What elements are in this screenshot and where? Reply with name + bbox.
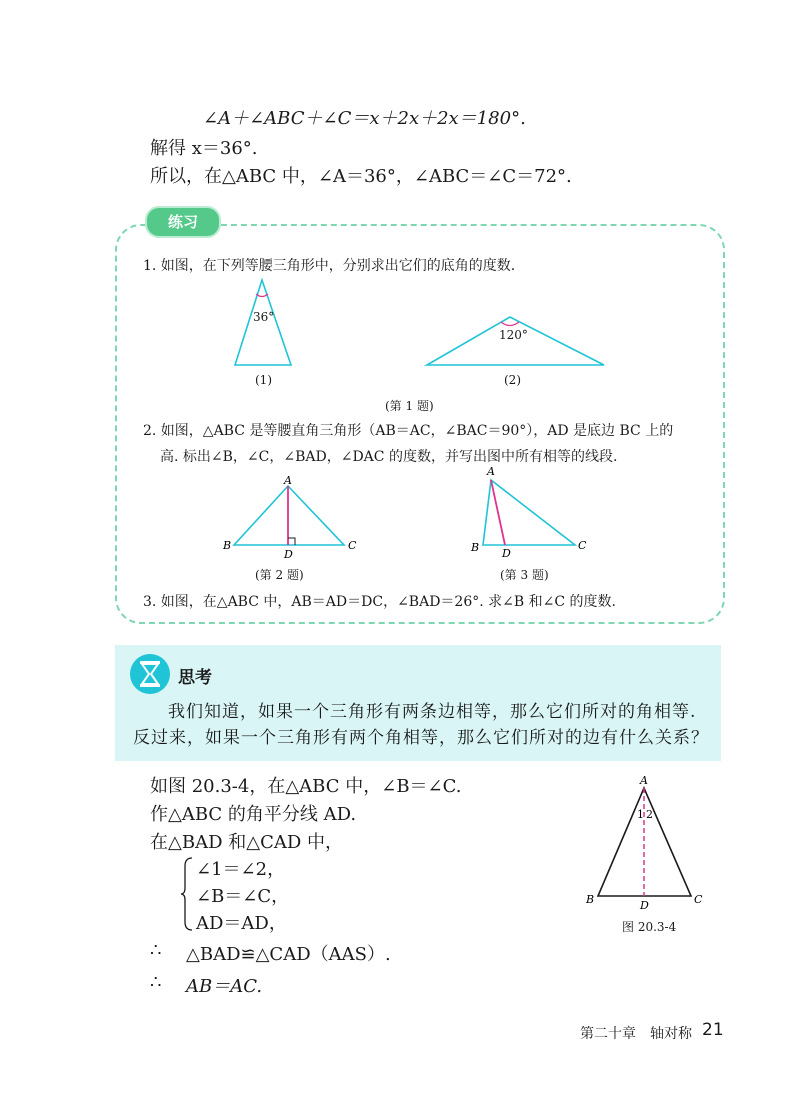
therefore-symbol-1: ∴ <box>150 940 162 961</box>
triangle-q3 <box>483 480 575 545</box>
fig2-label-a: A <box>284 474 292 487</box>
proof-line-2: 作△ABC 的角平分线 AD. <box>150 804 357 825</box>
fig4-label-d: D <box>640 899 649 910</box>
right-angle-mark <box>288 538 295 545</box>
fig3-label-a: A <box>487 465 495 478</box>
chapter-footer: 第二十章 轴对称 <box>580 1026 692 1042</box>
figure-q3 <box>465 462 595 562</box>
condition-3: AD＝AD， <box>196 913 287 934</box>
fig3-label-c: C <box>578 539 587 552</box>
fig4-label-a: A <box>640 774 648 787</box>
practice-tag: 练习 <box>145 206 221 238</box>
angle-mark-2 <box>501 322 519 326</box>
think-title: 思考 <box>178 668 212 688</box>
fig4-label-b: B <box>586 893 595 906</box>
fig3-label-b: B <box>471 541 480 554</box>
conclusion-1: △BAD≌△CAD（AAS）. <box>186 944 391 965</box>
fig2-caption: (第 2 题) <box>255 568 304 582</box>
solve-line: 解得 x＝36°. <box>150 138 258 159</box>
think-line-2: 反过来，如果一个三角形有两个角相等，那么它们所对的边有什么关系？ <box>133 728 709 748</box>
angle-label-2: 120° <box>499 328 528 342</box>
fig1-label-2: (2) <box>504 373 521 387</box>
question-2-line-1: 2. 如图，△ABC 是等腰直角三角形（AB＝AC，∠BAC＝90°），AD 是底边 BC 上的 <box>143 423 674 439</box>
think-line-1: 我们知道，如果一个三角形有两条边相等，那么它们所对的角相等. <box>168 702 697 722</box>
fig4-angle-1: 1 <box>637 808 644 821</box>
triangle-q2 <box>234 486 344 545</box>
condition-2: ∠B＝∠C， <box>196 886 290 907</box>
proof-line-3: 在△BAD 和△CAD 中， <box>150 832 343 853</box>
question-2-line-2: 高. 标出∠B，∠C，∠BAD，∠DAC 的度数，并写出图中所有相等的线段. <box>160 449 618 465</box>
condition-1: ∠1＝∠2， <box>196 859 286 880</box>
figure-20-3-4 <box>580 770 710 910</box>
fig4-angle-2: 2 <box>646 808 653 821</box>
question-1: 1. 如图，在下列等腰三角形中，分别求出它们的底角的度数. <box>143 258 516 274</box>
proof-line-1: 如图 20.3-4，在△ABC 中，∠B＝∠C. <box>150 776 462 797</box>
result-line: 所以，在△ABC 中，∠A＝36°，∠ABC＝∠C＝72°. <box>150 166 572 187</box>
fig2-label-c: C <box>348 539 357 552</box>
fig3-label-d: D <box>502 547 511 560</box>
brace-symbol <box>180 856 194 932</box>
conclusion-2: AB＝AC. <box>186 976 263 997</box>
question-3: 3. 如图，在△ABC 中，AB＝AD＝DC，∠BAD＝26°. 求∠B 和∠C 的度数. <box>143 594 616 610</box>
page-number: 21 <box>702 1020 724 1040</box>
equation-line: ∠A＋∠ABC＋∠C＝x＋2x＋2x＝180°. <box>203 108 526 129</box>
hourglass-icon <box>128 652 172 696</box>
fig4-caption: 图 20.3-4 <box>622 920 677 934</box>
fig1-caption: (第 1 题) <box>385 399 434 413</box>
fig4-label-c: C <box>694 893 703 906</box>
fig1-label-1: (1) <box>255 373 272 387</box>
figure-q2 <box>220 470 370 560</box>
fig2-label-d: D <box>284 548 293 560</box>
angle-label-1: 36° <box>253 310 275 324</box>
therefore-symbol-2: ∴ <box>150 972 162 993</box>
fig3-caption: (第 3 题) <box>500 568 549 582</box>
figure-q1 <box>225 275 625 395</box>
fig2-label-b: B <box>223 539 232 552</box>
